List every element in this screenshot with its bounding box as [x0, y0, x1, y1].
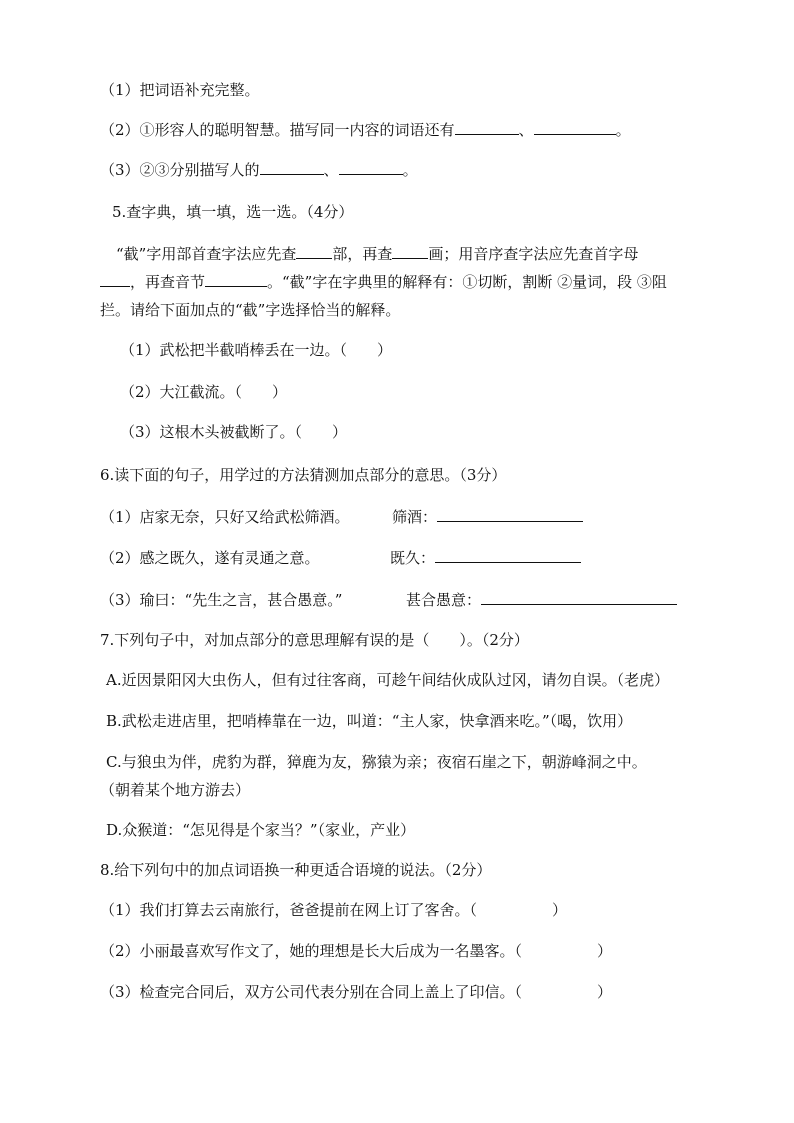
q4-sub2-text: （2）①形容人的聪明智慧。描写同一内容的词语还有: [100, 121, 455, 139]
q6-item-2-answer: [390, 548, 581, 568]
q7-option-c: C.与狼虫为伴，虎豹为群，獐鹿为友，猕猿为亲；夜宿石崖之下，朝游峰洞之中。: [106, 753, 647, 771]
answer-blank[interactable]: [534, 120, 616, 135]
q4-sub2: [100, 120, 631, 140]
period: 。: [402, 161, 418, 179]
separator: 、: [518, 121, 534, 139]
q4-sub3-text: （3）②③分别描写人的: [100, 161, 260, 179]
q8-item-1: （1）我们打算去云南旅行，爸爸提前在网上订了客舍。（ ）: [100, 901, 568, 919]
answer-blank[interactable]: [205, 272, 267, 287]
q5-title: 5.查字典，填一填，选一选。（4分）: [112, 203, 354, 221]
q6-item-2-sentence: （2）感之既久，遂有灵通之意。: [100, 549, 320, 567]
answer-label: 筛酒：: [392, 508, 438, 526]
q5-item-3: （3）这根木头被截断了。（ ）: [120, 423, 348, 441]
answer-blank[interactable]: [455, 120, 519, 135]
q7-option-c-note: （朝着某个地方游去）: [100, 781, 251, 799]
q8-item-3: （3）检查完合同后，双方公司代表分别在合同上盖上了印信。（ ）: [100, 983, 613, 1001]
q5-text: 部，再查: [332, 245, 393, 263]
q5-line1: [116, 244, 638, 264]
answer-blank[interactable]: [481, 590, 677, 605]
answer-blank[interactable]: [437, 507, 583, 522]
answer-blank[interactable]: [296, 244, 332, 259]
q7-option-a: A.近因景阳冈大虫伤人，但有过往客商，可趁午间结伙成队过冈，请勿自误。（老虎）: [106, 671, 670, 689]
q7-option-d: D.众猴道：“怎见得是个家当？”（家业，产业）: [106, 821, 416, 839]
q6-item-3-answer: [406, 590, 677, 610]
q5-item-2: （2）大江截流。（ ）: [120, 383, 288, 401]
q5-line2: [100, 272, 667, 292]
q8-title: 8.给下列句中的加点词语换一种更适合语境的说法。（2分）: [100, 861, 492, 879]
q5-item-1: （1）武松把半截哨棒丢在一边。（ ）: [120, 341, 393, 359]
separator: 、: [323, 161, 339, 179]
q5-text: 。“截”字在字典里的解释有：①切断，割断 ②量词，段 ③阻: [267, 273, 667, 291]
q4-sub3: [100, 160, 418, 180]
q7-option-b: B.武松走进店里，把哨棒靠在一边，叫道：“主人家，快拿酒来吃。”（喝，饮用）: [106, 712, 633, 730]
answer-blank[interactable]: [435, 548, 581, 563]
q6-title: 6.读下面的句子，用学过的方法猜测加点部分的意思。（3分）: [100, 466, 507, 484]
q8-item-2: （2）小丽最喜欢写作文了，她的理想是长大后成为一名墨客。（ ）: [100, 942, 613, 960]
answer-blank[interactable]: [260, 160, 324, 175]
q6-item-1-answer: [392, 507, 583, 527]
q6-item-1-sentence: （1）店家无奈，只好又给武松筛酒。: [100, 508, 350, 526]
q4-sub1: （1）把词语补充完整。: [100, 81, 260, 99]
q5-text: “截”字用部首查字法应先查: [116, 245, 297, 263]
answer-label: 既久：: [390, 549, 436, 567]
q5-text: 画；用音序查字法应先查首字母: [428, 245, 639, 263]
answer-label: 甚合愚意：: [406, 591, 482, 609]
q5-line3: 拦。请给下面加点的“截”字选择恰当的解释。: [100, 301, 401, 319]
answer-blank[interactable]: [392, 244, 428, 259]
period: 。: [615, 121, 631, 139]
answer-blank[interactable]: [100, 272, 130, 287]
q6-item-3-sentence: （3）瑜曰：“先生之言，甚合愚意。”: [100, 591, 343, 609]
answer-blank[interactable]: [339, 160, 403, 175]
q7-title: 7.下列句子中，对加点部分的意思理解有误的是（ ）。（2分）: [100, 631, 529, 649]
q5-text: ，再查音节: [130, 273, 206, 291]
